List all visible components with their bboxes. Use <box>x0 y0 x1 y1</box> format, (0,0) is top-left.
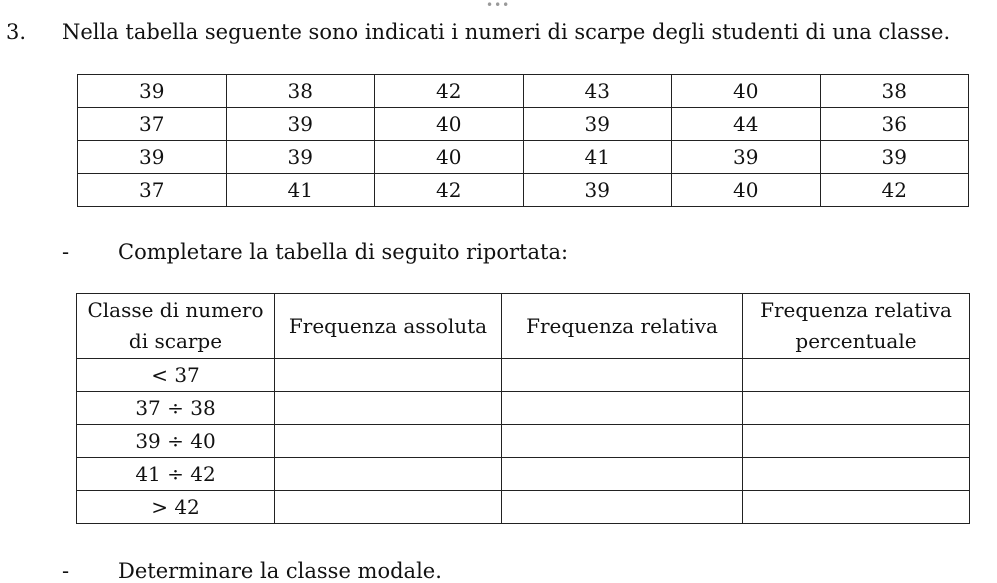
header-absolute-frequency: Frequenza assoluta <box>275 294 502 359</box>
header-relative-frequency: Frequenza relativa <box>502 294 743 359</box>
class-label: > 42 <box>77 491 275 524</box>
table-cell: 39 <box>78 75 227 108</box>
percent-frequency-cell[interactable] <box>743 458 970 491</box>
absolute-frequency-cell[interactable] <box>275 359 502 392</box>
table-cell: 39 <box>226 141 375 174</box>
shoe-size-table <box>77 74 969 207</box>
table-cell: 39 <box>523 108 672 141</box>
table-row <box>77 491 970 524</box>
table-row <box>77 392 970 425</box>
table-cell: 38 <box>820 75 969 108</box>
class-label: 37 ÷ 38 <box>77 392 275 425</box>
header-class <box>77 294 275 359</box>
table-cell: 39 <box>672 141 821 174</box>
bullet-dash: - <box>62 240 70 264</box>
relative-frequency-cell[interactable] <box>502 425 743 458</box>
class-label: 41 ÷ 42 <box>77 458 275 491</box>
exercise-number: 3. <box>6 20 27 44</box>
table-cell: 42 <box>820 174 969 207</box>
relative-frequency-cell[interactable] <box>502 491 743 524</box>
header-class-line1: Classe di numero <box>87 298 264 322</box>
table-row <box>78 174 969 207</box>
header-percent-frequency <box>743 294 970 359</box>
frequency-table <box>76 293 970 524</box>
table-cell: 43 <box>523 75 672 108</box>
exercise-text: Nella tabella seguente sono indicati i numeri di scarpe degli studenti di una classe. <box>62 20 951 44</box>
table-row <box>77 359 970 392</box>
table-cell: 41 <box>226 174 375 207</box>
table-cell: 40 <box>672 75 821 108</box>
table-row <box>77 425 970 458</box>
table-cell: 36 <box>820 108 969 141</box>
absolute-frequency-cell[interactable] <box>275 491 502 524</box>
instruction-modal-class: Determinare la classe modale. <box>118 559 442 583</box>
window-drag-handle[interactable]: ••• <box>486 0 511 12</box>
class-label: < 37 <box>77 359 275 392</box>
table-cell: 37 <box>78 174 227 207</box>
header-percent-line2: percentuale <box>795 329 917 353</box>
table-cell: 41 <box>523 141 672 174</box>
table-row <box>78 108 969 141</box>
table-cell: 39 <box>820 141 969 174</box>
header-class-line2: di scarpe <box>128 329 223 353</box>
class-label: 39 ÷ 40 <box>77 425 275 458</box>
table-row <box>78 75 969 108</box>
table-cell: 40 <box>375 141 524 174</box>
table-cell: 39 <box>226 108 375 141</box>
percent-frequency-cell[interactable] <box>743 491 970 524</box>
relative-frequency-cell[interactable] <box>502 458 743 491</box>
table-header-row <box>77 294 970 359</box>
table-cell: 40 <box>375 108 524 141</box>
table-cell: 37 <box>78 108 227 141</box>
bullet-dash: - <box>62 559 70 583</box>
table-cell: 44 <box>672 108 821 141</box>
relative-frequency-cell[interactable] <box>502 392 743 425</box>
table-cell: 40 <box>672 174 821 207</box>
absolute-frequency-cell[interactable] <box>275 392 502 425</box>
absolute-frequency-cell[interactable] <box>275 425 502 458</box>
table-cell: 42 <box>375 174 524 207</box>
table-cell: 39 <box>78 141 227 174</box>
relative-frequency-cell[interactable] <box>502 359 743 392</box>
table-cell: 38 <box>226 75 375 108</box>
table-row <box>78 141 969 174</box>
instruction-complete-table: Completare la tabella di seguito riportata: <box>118 240 569 264</box>
table-row <box>77 458 970 491</box>
table-cell: 39 <box>523 174 672 207</box>
table-cell: 42 <box>375 75 524 108</box>
header-percent-line1: Frequenza relativa <box>760 298 952 322</box>
percent-frequency-cell[interactable] <box>743 359 970 392</box>
percent-frequency-cell[interactable] <box>743 392 970 425</box>
absolute-frequency-cell[interactable] <box>275 458 502 491</box>
percent-frequency-cell[interactable] <box>743 425 970 458</box>
